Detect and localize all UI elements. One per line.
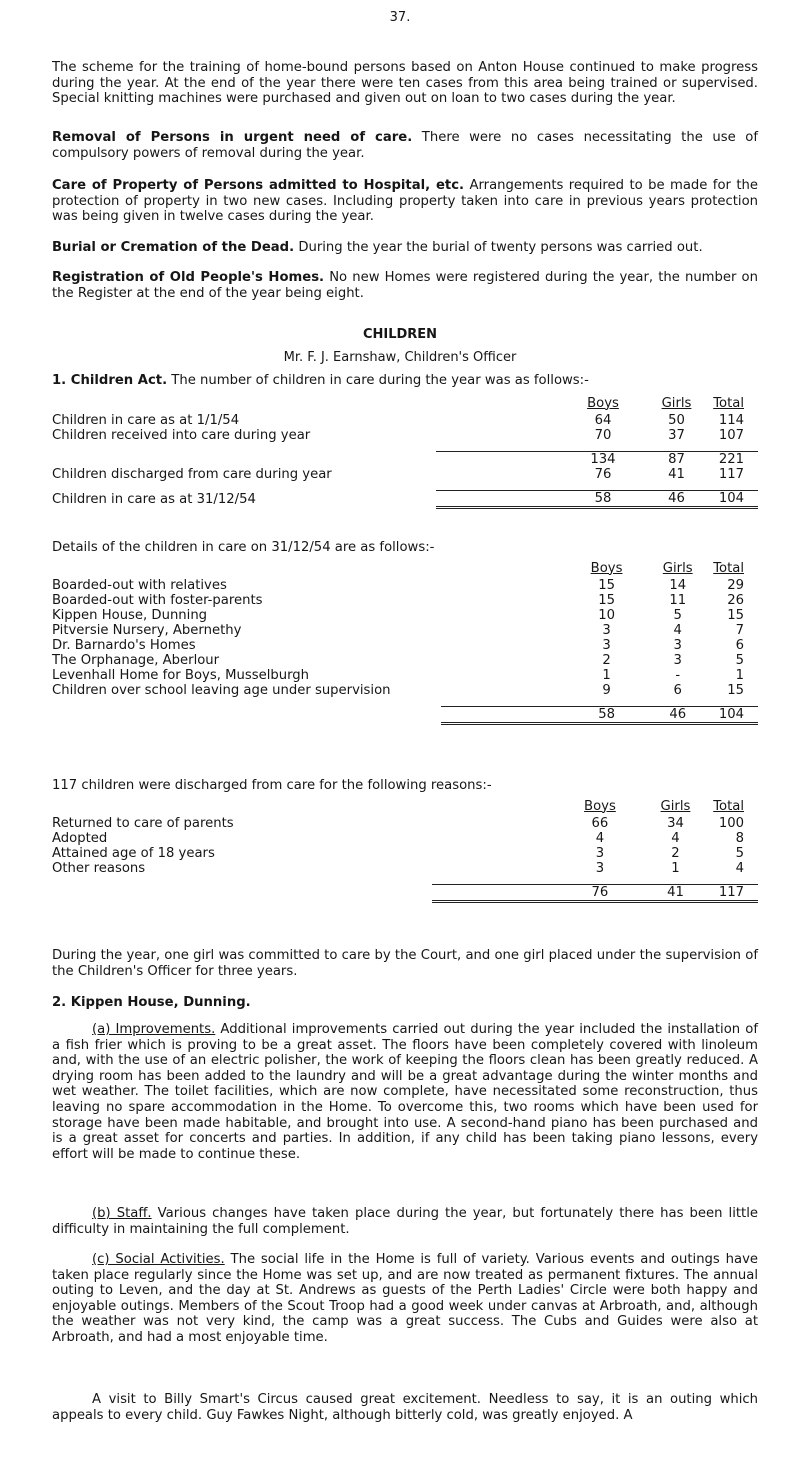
table-total-row xyxy=(52,885,758,902)
girls-value: 3 xyxy=(673,653,682,668)
total-header: Total xyxy=(713,798,744,814)
row-label: Children over school leaving age under supervision xyxy=(52,683,391,698)
boys-value: 64 xyxy=(594,413,612,428)
boys-value: 58 xyxy=(436,491,640,508)
social-activities-text: The social life in the Home is full of variety. Various events and outings have taken place regularly since the Home was set up, and are now treated as permanent fixtures. The annual outing to Leven, and the day at St. Andrews as guests of the Perth Ladies' Circle were both happy and enjoyable outings. Members of the Scout Troop had a good week under canvas at Arbroath, and, although the weather was not very kind, the camp was a great success. The Cubs and Guides were also at Arbroath, and had a most enjoyable time. xyxy=(52,1252,758,1345)
table-row xyxy=(52,467,758,482)
girls-value: 1 xyxy=(671,861,680,876)
row-label: Boarded-out with relatives xyxy=(52,578,227,593)
row-label: Children discharged from care during year xyxy=(52,467,332,482)
boys-value: 3 xyxy=(595,861,605,876)
boys-value: 3 xyxy=(595,846,605,861)
children-act-heading: 1. Children Act. xyxy=(52,373,168,388)
row-label: Attained age of 18 years xyxy=(52,846,215,861)
row-label: Pitversie Nursery, Abernethy xyxy=(52,623,242,638)
row-label: Adopted xyxy=(52,831,108,846)
row-label: Children received into care during year xyxy=(52,428,311,443)
table-row xyxy=(52,413,758,428)
table-row xyxy=(52,578,758,593)
girls-value: 14 xyxy=(669,578,687,593)
girls-value: - xyxy=(675,668,681,683)
staff-heading: (b) Staff. xyxy=(92,1206,152,1221)
row-label xyxy=(52,707,441,724)
boys-value: 15 xyxy=(598,578,615,593)
table-row xyxy=(52,831,758,846)
children-details-table xyxy=(52,558,758,725)
total-value: 8 xyxy=(735,831,744,846)
girls-value: 3 xyxy=(673,638,682,653)
row-label: Children in care as at 1/1/54 xyxy=(52,413,240,428)
total-value: 15 xyxy=(727,683,744,698)
children-heading: CHILDREN xyxy=(362,327,438,342)
intro-paragraph: The scheme for the training of home-bound persons based on Anton House continued to make progress during the year. At the end of the year there were ten cases from this area being trained or supervised. Special knitting machines were purchased and given out on loan to two cases during the year. xyxy=(52,60,758,107)
boys-header: Boys xyxy=(584,798,616,814)
girls-value: 5 xyxy=(673,608,682,623)
children-act-text: The number of children in care during the year was as follows:- xyxy=(167,373,589,388)
table-row xyxy=(52,428,758,443)
girls-value: 46 xyxy=(642,707,713,724)
boys-value: 15 xyxy=(598,593,615,608)
boys-value: 76 xyxy=(594,467,612,482)
circus-paragraph: A visit to Billy Smart's Circus caused great excitement. Needless to say, it is an outing which appeals to every child. Guy Fawkes Night, although bitterly cold, was greatly enjoyed. A xyxy=(52,1392,758,1423)
table-row xyxy=(52,608,758,623)
kippen-house-heading: 2. Kippen House, Dunning. xyxy=(52,995,251,1010)
total-header: Total xyxy=(713,395,744,411)
total-value: 117 xyxy=(718,467,744,482)
girls-value: 87 xyxy=(640,452,713,468)
registration-text: No new Homes were registered during the year, the number on the Register at the end of the year being eight. xyxy=(52,270,758,301)
improvements-paragraph xyxy=(52,1022,758,1162)
children-in-care-table xyxy=(52,393,758,509)
row-label xyxy=(52,452,436,468)
girls-value: 4 xyxy=(671,831,680,846)
girls-value: 41 xyxy=(638,885,713,902)
removal-paragraph xyxy=(52,130,758,161)
boys-value: 9 xyxy=(602,683,611,698)
property-text: Arrangements required to be made for the protection of property in two new cases. Including property taken into care in previous years protection was being given in twelve cases during the year. xyxy=(52,178,758,225)
table-row xyxy=(52,593,758,608)
table-row xyxy=(52,653,758,668)
details-intro: Details of the children in care on 31/12/54 are as follows:- xyxy=(52,540,435,555)
registration-paragraph xyxy=(52,270,758,301)
girls-value: 37 xyxy=(668,428,685,443)
table-row xyxy=(52,491,758,508)
removal-text: There were no cases necessitating the use of compulsory powers of removal during the year. xyxy=(52,130,758,161)
property-paragraph xyxy=(52,178,758,225)
boys-value: 66 xyxy=(591,816,609,831)
total-value: 15 xyxy=(727,608,744,623)
boys-value: 2 xyxy=(602,653,611,668)
row-label: Other reasons xyxy=(52,861,146,876)
boys-value: 1 xyxy=(602,668,611,683)
total-value: 1 xyxy=(735,668,744,683)
total-value: 104 xyxy=(713,491,758,508)
row-label: Kippen House, Dunning xyxy=(52,608,208,623)
girls-header: Girls xyxy=(660,798,691,814)
total-value: 29 xyxy=(727,578,744,593)
boys-value: 4 xyxy=(595,831,605,846)
girls-value: 50 xyxy=(668,413,685,428)
burial-heading: Burial or Cremation of the Dead. xyxy=(52,240,295,255)
children-act-paragraph xyxy=(52,373,758,389)
row-label: Boarded-out with foster-parents xyxy=(52,593,263,608)
removal-heading: Removal of Persons in urgent need of care. xyxy=(52,130,413,145)
table-row xyxy=(52,623,758,638)
table-row xyxy=(52,683,758,698)
girls-value: 41 xyxy=(668,467,685,482)
boys-value: 70 xyxy=(594,428,612,443)
table-header-row xyxy=(52,558,758,578)
row-label: Children in care as at 31/12/54 xyxy=(52,491,256,507)
table-row xyxy=(52,668,758,683)
boys-value: 3 xyxy=(602,638,611,653)
court-paragraph: During the year, one girl was committed to care by the Court, and one girl placed under the supervision of the Children's Officer for three years. xyxy=(52,948,758,979)
total-value: 5 xyxy=(735,846,744,861)
girls-header: Girls xyxy=(662,560,693,576)
table-row xyxy=(52,846,758,861)
boys-value: 3 xyxy=(602,623,611,638)
total-value: 4 xyxy=(735,861,744,876)
total-value: 6 xyxy=(735,638,744,653)
total-value: 5 xyxy=(735,653,744,668)
social-activities-paragraph xyxy=(52,1252,758,1346)
discharge-reasons-table xyxy=(52,796,758,903)
row-label: Levenhall Home for Boys, Musselburgh xyxy=(52,668,310,683)
table-header-row xyxy=(52,796,758,816)
girls-value: 34 xyxy=(667,816,684,831)
girls-value: 46 xyxy=(640,491,713,508)
row-label: Returned to care of parents xyxy=(52,816,234,831)
table-row xyxy=(52,452,758,468)
improvements-text: Additional improvements carried out during the year included the installation of a fish frier which is proving to be a great asset. The floors have been completely covered with linoleum and, with the use of an electric polisher, the work of keeping the floors clean has been greatly reduced. A drying room has been added to the laundry and will be a great advantage during the winter months and wet weather. The toilet facilities, which are now complete, have necessitated some reconstruction, thus leaving no spare accommodation in the Home. To overcome this, two rooms which have been used for storage have been made habitable, and brought into use. A second-hand piano has been purchased and is a great asset for concerts and parties. In addition, if any child has been taking piano lessons, every effort will be made to continue these. xyxy=(52,1022,758,1162)
table-row xyxy=(52,638,758,653)
social-activities-heading: (c) Social Activities. xyxy=(92,1252,225,1267)
girls-value: 2 xyxy=(671,846,680,861)
boys-header: Boys xyxy=(590,560,623,576)
officer-line: Mr. F. J. Earnshaw, Children's Officer xyxy=(283,350,517,365)
girls-value: 11 xyxy=(669,593,687,608)
staff-text: Various changes have taken place during the year, but fortunately there has been little difficulty in maintaining the full complement. xyxy=(52,1206,758,1237)
girls-value: 4 xyxy=(673,623,682,638)
total-value: 26 xyxy=(727,593,744,608)
total-value: 107 xyxy=(718,428,744,443)
total-header: Total xyxy=(713,560,744,576)
total-value: 7 xyxy=(735,623,744,638)
total-value: 221 xyxy=(713,452,758,468)
girls-value: 6 xyxy=(673,683,682,698)
burial-paragraph xyxy=(52,240,758,256)
row-label xyxy=(52,885,432,902)
boys-value: 134 xyxy=(436,452,640,468)
boys-value: 10 xyxy=(598,608,615,623)
total-value: 100 xyxy=(718,816,744,831)
table-total-row xyxy=(52,707,758,724)
discharged-intro: 117 children were discharged from care for the following reasons:- xyxy=(52,778,492,793)
table-row xyxy=(52,861,758,876)
boys-header: Boys xyxy=(587,395,619,411)
improvements-heading: (a) Improvements. xyxy=(92,1022,216,1037)
table-header-row xyxy=(52,393,758,413)
staff-paragraph xyxy=(52,1206,758,1237)
total-value: 104 xyxy=(713,707,758,724)
burial-text: During the year the burial of twenty persons was carried out. xyxy=(294,240,703,255)
property-heading: Care of Property of Persons admitted to Hospital, etc. xyxy=(52,178,465,193)
boys-value: 76 xyxy=(432,885,638,902)
page-number: 37. xyxy=(389,10,411,25)
total-value: 117 xyxy=(713,885,758,902)
boys-value: 58 xyxy=(441,707,642,724)
row-label: The Orphanage, Aberlour xyxy=(52,653,220,668)
row-label: Dr. Barnardo's Homes xyxy=(52,638,196,653)
table-row xyxy=(52,816,758,831)
registration-heading: Registration of Old People's Homes. xyxy=(52,270,325,285)
girls-header: Girls xyxy=(661,395,692,411)
total-value: 114 xyxy=(718,413,744,428)
